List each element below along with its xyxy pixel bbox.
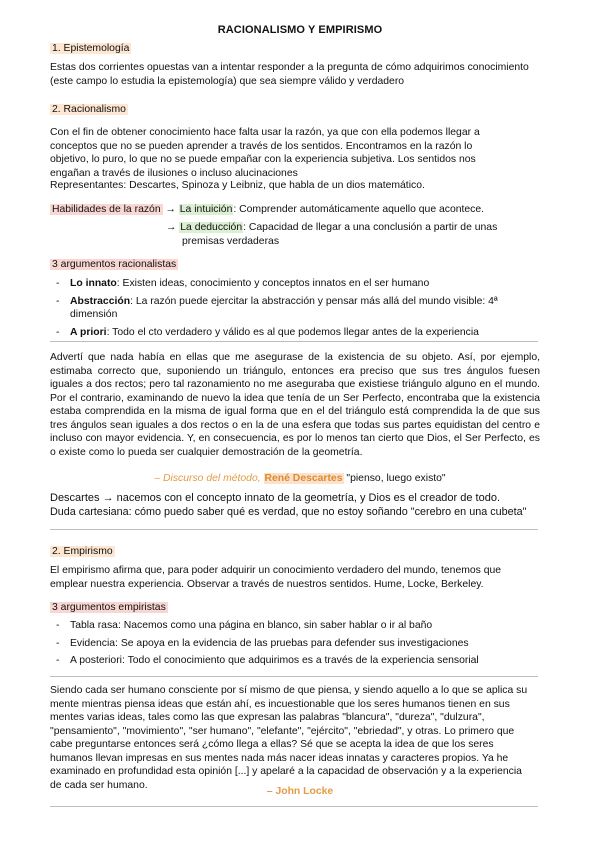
descartes-citation: [0, 472, 600, 486]
arrow-icon: →: [166, 222, 177, 233]
args-empiristas-list: [50, 619, 540, 672]
intuicion-label: La intuición: [179, 204, 233, 215]
epistemologia-text: Estas dos corrientes opuestas van a intentar responder a la pregunta de cómo adquirimos conocimiento (este campo lo estudia la epistemología) que sea siempre válido y verdadero: [50, 62, 529, 87]
representantes-text: Representantes: Descartes, Spinoza y Leibniz, que habla de un dios matemático.: [50, 180, 425, 191]
intuicion-text: : Comprender automáticamente aquello que acontece.: [233, 204, 485, 215]
cite-author: René Descartes: [264, 473, 343, 484]
deduccion-text: : Capacidad de llegar a una conclusión a partir de unas: [243, 222, 498, 233]
section-heading-racionalismo: 2. Racionalismo: [52, 104, 126, 115]
section-heading-epistemologia: 1. Epistemología: [52, 43, 130, 54]
duda-line: Duda cartesiana: cómo puedo saber qué es verdad, que no estoy soñando "cerebro en una cubeta": [50, 506, 527, 518]
descartes-quote: Advertí que nada había en ellas que me asegurase de la existencia de su objeto. Así, por ejemplo, estimaba correcto que, suponiendo un triángulo, entonces era preciso que sus tres ángulos fuesen iguales a dos rectos; pero tal razonamiento no me aseguraba que existiese triángulo alguno en el mundo. Por el contrario, examinando de nuevo la idea que tenía de un Ser Perfecto, encontraba que la existencia estaba comprendida en la misma de igual forma que en el del triángulo está comprendida la de que sus tres ángulos sean iguales a dos rectos o en la de una esfera que todas sus partes equidistan del centro e incluso con mayor evidencia. Y, en consecuencia, es por lo menos tan cierto que Dios, el Ser Perfecto, es o existe como lo pueda ser cualquier demostración de la geometría.: [50, 352, 540, 458]
descartes-line: Descartes → nacemos con el concepto innato de la geometría, y Dios es el creador de todo.: [50, 492, 501, 504]
args-racionalistas-list: [50, 277, 540, 343]
locke-citation: – John Locke: [266, 786, 334, 797]
list-item: - Evidencia: Se apoya en la evidencia de las pruebas para defender sus investigaciones: [50, 637, 540, 651]
list-item: - A priori: Todo el cto verdadero y válido es al que podemos llegar antes de la experiencia: [50, 326, 540, 340]
deduccion-text-cont: premisas verdaderas: [182, 235, 280, 247]
section-heading-empirismo: 2. Empirismo: [52, 546, 113, 557]
divider: [50, 806, 538, 807]
list-item: - Lo innato: Existen ideas, conocimiento y conceptos innatos en el ser humano: [50, 277, 540, 291]
args-empiristas-heading: 3 argumentos empiristas: [52, 602, 166, 613]
empirismo-text: El empirismo afirma que, para poder adquirir un conocimiento verdadero del mundo, tenemos que emplear nuestra experiencia. Observar a través de nuestros sentidos. Hume, Locke, Berkeley.: [50, 565, 502, 590]
habilidades-label: Habilidades de la razón: [52, 204, 161, 215]
args-racionalistas-heading: 3 argumentos racionalistas: [52, 259, 177, 270]
divider: [50, 341, 538, 342]
arrow-icon: →: [165, 204, 176, 215]
divider: [50, 676, 538, 677]
list-item: - Abstracción: La razón puede ejercitar la abstracción y pensar más allá del mundo visible: 4ª dimensión: [50, 295, 540, 322]
locke-quote: Siendo cada ser humano consciente por sí mismo de que piensa, y siendo aquello a lo que se aplica su mente mientras piensa ideas que están ahí, es incuestionable que los seres humanos tienen en sus mentes varias ideas, tales como las que expresan las palabras "blancura", "dureza", "dulzura", "pensamiento", "movimiento", "ser humano", "elefante", "ejército", "ebriedad", y otras. Lo primero que cabe preguntarse entonces será ¿cómo llega a ellas? Sé que se acepta la idea de que los seres humanos llevan impresas en sus mentes nada más nacer ideas innatas y caracteres propios. Ya he examinado en profundidad esta opinión [...] y apelaré a la capacidad de observación y a la experiencia de cada ser humano.: [50, 685, 528, 791]
cite-phrase: "pienso, luego existo": [346, 473, 446, 484]
list-item: - Tabla rasa: Nacemos como una página en blanco, sin saber hablar o ir al baño: [50, 619, 540, 633]
divider: [50, 529, 538, 530]
habilidades-row: [50, 203, 550, 217]
deduccion-label: La deducción: [180, 222, 243, 233]
deduccion-row: [166, 221, 536, 248]
cite-work: – Discurso del método,: [154, 473, 261, 484]
racionalismo-text: Con el fin de obtener conocimiento hace falta usar la razón, ya que con ella podemos llegar a conceptos que no se pueden aprender a través de los sentidos. Encontramos en la razón lo objetivo, lo puro, lo que no se puede empañar con la experiencia subjetiva. Los sentidos nos engañan a través de ilusiones o incluso alucinaciones: [50, 127, 480, 179]
page-title: RACIONALISMO Y EMPIRISMO: [217, 24, 383, 36]
list-item: - A posteriori: Todo el conocimiento que adquirimos es a través de la experiencia sensorial: [50, 654, 540, 668]
